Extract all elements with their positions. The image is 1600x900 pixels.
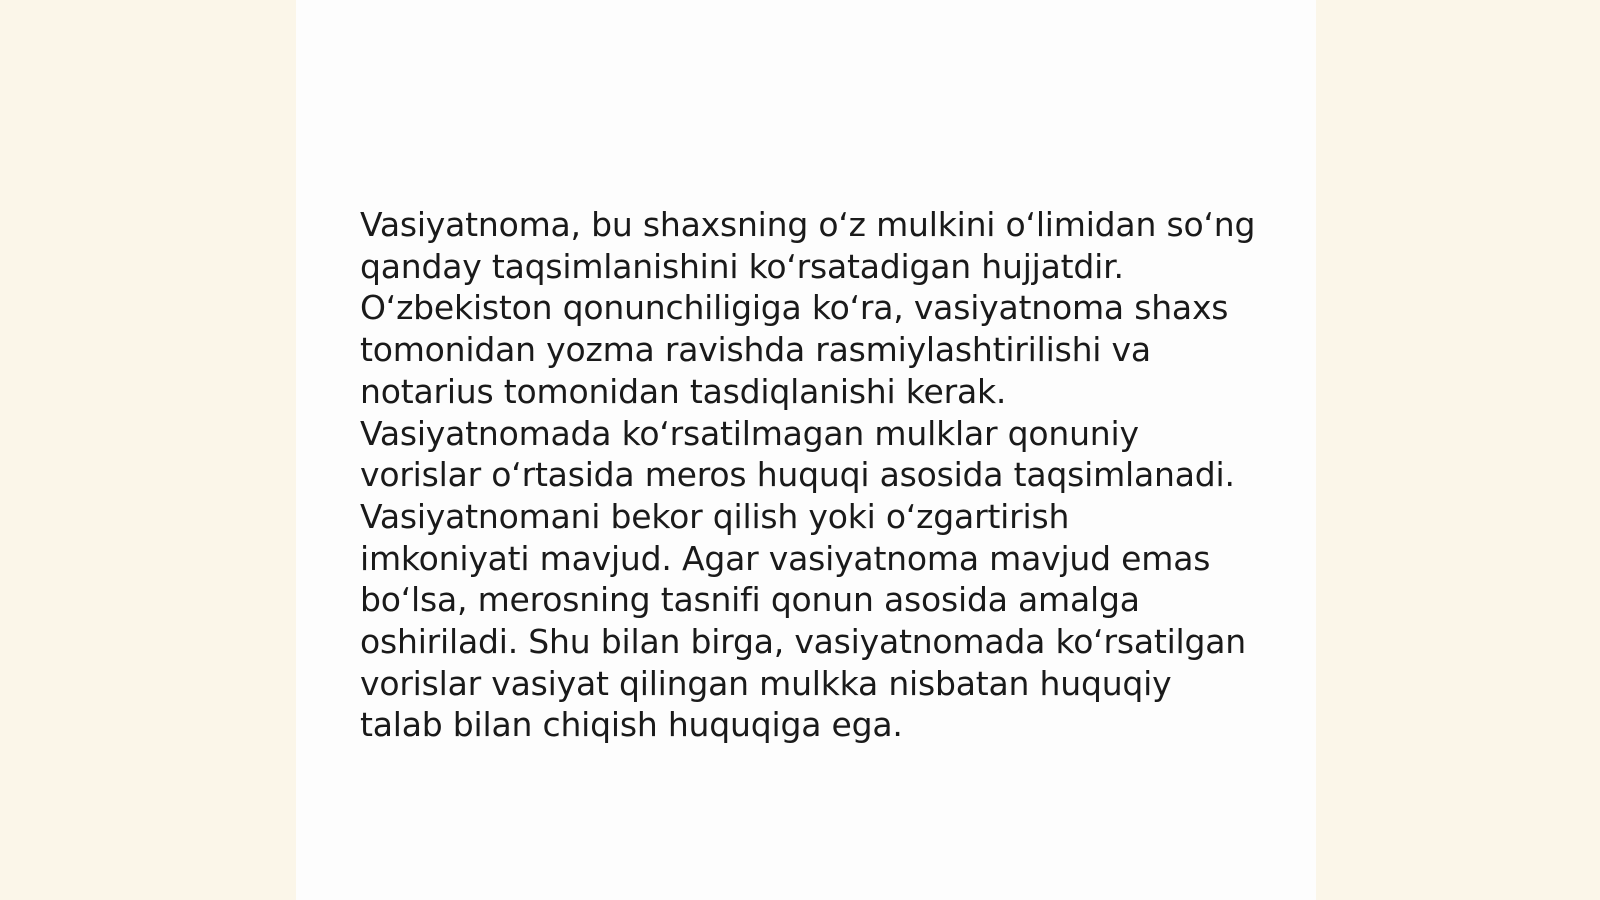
text-line: tomonidan yozma ravishda rasmiylashtirilishi va — [360, 330, 1151, 370]
text-line: imkoniyati mavjud. Agar vasiyatnoma mavjud emas — [360, 538, 1211, 578]
text-line: oshiriladi. Shu bilan birga, vasiyatnomada ko‘rsatilgan — [360, 622, 1247, 662]
text-line: Vasiyatnoma, bu shaxsning o‘z mulkini o‘limidan so‘ng — [360, 205, 1256, 244]
slide — [296, 0, 1316, 900]
text-line: qanday taqsimlanishini ko‘rsatadigan hujjatdir. — [360, 246, 1124, 286]
slide-body-text — [360, 204, 1260, 746]
text-line: vorislar vasiyat qilingan mulkka nisbatan huquqiy — [360, 663, 1172, 703]
text-line: vorislar o‘rtasida meros huquqi asosida taqsimlanadi. — [360, 455, 1235, 495]
text-line: notarius tomonidan tasdiqlanishi kerak. — [360, 371, 1007, 411]
text-line: Vasiyatnomani bekor qilish yoki o‘zgartirish — [360, 496, 1070, 536]
right-margin-background — [1316, 0, 1600, 900]
text-line: O‘zbekiston qonunchiligiga ko‘ra, vasiyatnoma shaxs — [360, 288, 1229, 328]
text-line: talab bilan chiqish huquqiga ega. — [360, 705, 903, 745]
text-line: Vasiyatnomada ko‘rsatilmagan mulklar qonuniy — [360, 413, 1139, 453]
left-margin-background — [0, 0, 296, 900]
text-line: bo‘lsa, merosning tasnifi qonun asosida amalga — [360, 580, 1140, 620]
